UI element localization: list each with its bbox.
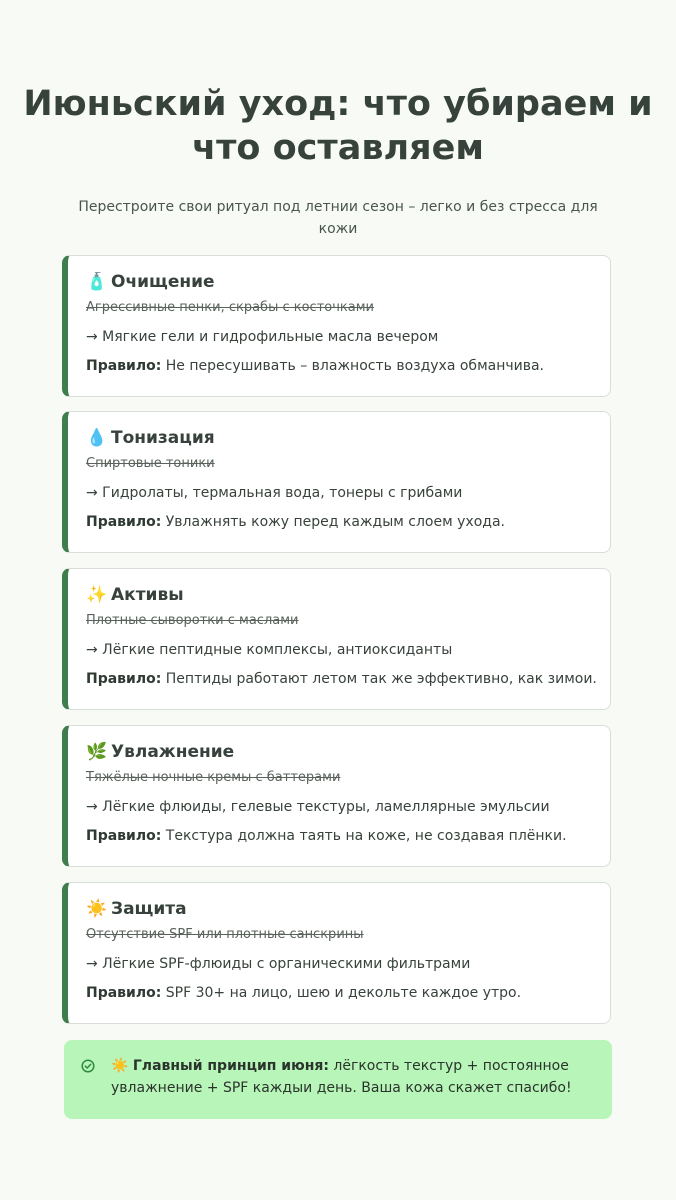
card-title: Активы bbox=[111, 585, 184, 605]
rule-label: Правило: bbox=[86, 671, 162, 687]
rule-text: Увлажнять кожу перед каждым слоем ухода. bbox=[161, 514, 505, 530]
removed-product: Агрессивные пенки, скрабы с косточками bbox=[86, 300, 374, 315]
sun-icon: ☀️ bbox=[111, 1058, 129, 1074]
removed-product: Плотные сыворотки с маслами bbox=[86, 613, 299, 628]
lotion-bottle-icon: 🧴 bbox=[86, 272, 108, 292]
rule-label: Правило: bbox=[86, 985, 162, 1001]
card-heading bbox=[86, 740, 596, 764]
replacement-product: → Лёгкие пептидные комплексы, антиоксиданты bbox=[86, 642, 453, 658]
card-heading bbox=[86, 426, 596, 450]
card-rule bbox=[86, 982, 596, 1004]
card-actives bbox=[62, 568, 611, 710]
rule-text: SPF 30+ на лицо, шею и декольте каждое утро. bbox=[161, 985, 522, 1001]
replacement-product: → Лёгкие SPF-флюиды с органическими фильтрами bbox=[86, 956, 471, 972]
card-rule bbox=[86, 511, 596, 533]
card-moisturizing bbox=[62, 725, 611, 867]
replacement-product: → Гидролаты, термальная вода, тонеры с грибами bbox=[86, 485, 463, 501]
replacement-product: → Лёгкие флюиды, гелевые текстуры, ламеллярные эмульсии bbox=[86, 799, 550, 815]
card-heading bbox=[86, 583, 596, 607]
card-cleansing bbox=[62, 255, 611, 397]
rule-label: Правило: bbox=[86, 828, 162, 844]
card-heading bbox=[86, 270, 596, 294]
rule-label: Правило: bbox=[86, 358, 162, 374]
page-subtitle: Перестроите свои ритуал под летнии сезон – легко и без стресса для кожи bbox=[78, 199, 598, 237]
card-title: Увлажнение bbox=[111, 742, 235, 762]
check-circle-icon bbox=[81, 1059, 95, 1073]
card-protection bbox=[62, 882, 611, 1024]
removed-product: Тяжёлые ночные кремы с баттерами bbox=[86, 770, 341, 785]
summary-box bbox=[64, 1040, 612, 1119]
herb-leaf-icon: 🌿 bbox=[86, 742, 108, 762]
card-rule bbox=[86, 355, 596, 377]
card-toning bbox=[62, 411, 611, 553]
rule-text: Текстура должна таять на коже, не создавая плёнки. bbox=[161, 828, 567, 844]
replacement-product: → Мягкие гели и гидрофильные масла вечером bbox=[86, 329, 439, 345]
summary-text: лёгкость текстур + постоянное увлажнение + SPF каждыи день. Ваша кожа скажет спасибо! bbox=[111, 1058, 572, 1096]
card-rule bbox=[86, 668, 596, 690]
sparkles-icon: ✨ bbox=[86, 585, 108, 605]
page-title: Июньский уход: что убираем и что оставляем bbox=[23, 84, 653, 168]
card-title: Тонизация bbox=[111, 428, 215, 448]
summary-label: Главный принцип июня: bbox=[132, 1058, 329, 1074]
card-title: Защита bbox=[111, 899, 187, 919]
droplet-icon: 💧 bbox=[86, 428, 108, 448]
removed-product: Отсутствие SPF или плотные санскрины bbox=[86, 927, 364, 942]
rule-text: Не пересушивать – влажность воздуха обманчива. bbox=[161, 358, 545, 374]
sun-icon: ☀️ bbox=[86, 899, 108, 919]
removed-product: Спиртовые тоники bbox=[86, 456, 215, 471]
rule-text: Пептиды работают летом так же эффективно, как зимои. bbox=[161, 671, 597, 687]
card-rule bbox=[86, 825, 596, 847]
card-title: Очищение bbox=[111, 272, 215, 292]
card-heading bbox=[86, 897, 596, 921]
rule-label: Правило: bbox=[86, 514, 162, 530]
